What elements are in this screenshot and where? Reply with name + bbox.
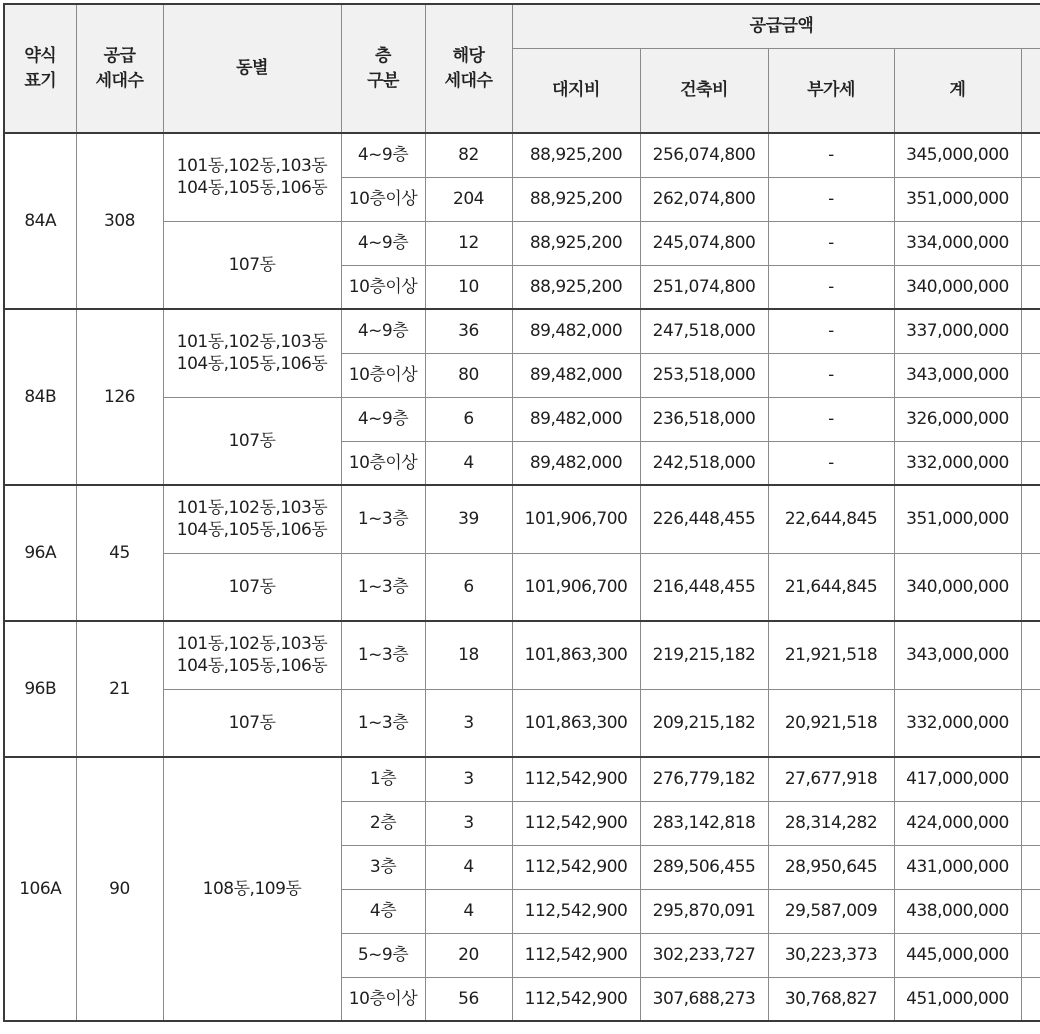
building-line: 101동,102동,103동 <box>176 332 328 353</box>
floor-cell: 10층이상 <box>341 441 425 485</box>
floor-cell: 4~9층 <box>341 133 425 177</box>
units-cell: 4 <box>425 845 512 889</box>
land-cost-cell: 88,925,200 <box>512 221 640 265</box>
table-row <box>4 309 1040 353</box>
building-cell <box>163 133 341 221</box>
land-cost-cell: 89,482,000 <box>512 441 640 485</box>
header-construction-cost: 건축비 <box>640 48 768 133</box>
land-cost-cell: 101,906,700 <box>512 553 640 621</box>
header-extra-column <box>1021 48 1040 133</box>
land-cost-cell: 112,542,900 <box>512 977 640 1021</box>
building-line: 104동,105동,106동 <box>176 354 328 375</box>
vat-cell: 27,677,918 <box>768 757 894 801</box>
building-cell <box>163 485 341 553</box>
vat-cell: - <box>768 353 894 397</box>
building-line: 101동,102동,103동 <box>176 634 328 655</box>
table-row <box>4 757 1040 801</box>
type-cell: 96A <box>4 485 76 621</box>
extra-cell <box>1021 845 1040 889</box>
type-cell: 96B <box>4 621 76 757</box>
vat-cell: - <box>768 397 894 441</box>
construction-cost-cell: 251,074,800 <box>640 265 768 309</box>
header-building: 동별 <box>163 4 341 133</box>
units-cell: 82 <box>425 133 512 177</box>
supply-price-table <box>3 3 1040 1022</box>
extra-cell <box>1021 689 1040 757</box>
units-cell: 80 <box>425 353 512 397</box>
extra-cell <box>1021 133 1040 177</box>
units-cell: 6 <box>425 553 512 621</box>
table-row <box>4 133 1040 177</box>
construction-cost-cell: 253,518,000 <box>640 353 768 397</box>
type-cell: 84A <box>4 133 76 309</box>
construction-cost-cell: 245,074,800 <box>640 221 768 265</box>
units-cell: 18 <box>425 621 512 689</box>
header-units: 해당 세대수 <box>425 4 512 133</box>
header-type: 약식 표기 <box>4 4 76 133</box>
total-cell: 343,000,000 <box>894 353 1021 397</box>
floor-cell: 4~9층 <box>341 221 425 265</box>
extra-cell <box>1021 441 1040 485</box>
floor-cell: 1층 <box>341 757 425 801</box>
vat-cell: 20,921,518 <box>768 689 894 757</box>
extra-cell <box>1021 933 1040 977</box>
supply-units-cell: 126 <box>76 309 163 485</box>
construction-cost-cell: 289,506,455 <box>640 845 768 889</box>
floor-cell: 10층이상 <box>341 265 425 309</box>
total-cell: 445,000,000 <box>894 933 1021 977</box>
building-line: 104동,105동,106동 <box>176 178 328 199</box>
floor-cell: 4층 <box>341 889 425 933</box>
table-row <box>4 485 1040 553</box>
supply-units-cell: 90 <box>76 757 163 1021</box>
land-cost-cell: 101,863,300 <box>512 689 640 757</box>
construction-cost-cell: 276,779,182 <box>640 757 768 801</box>
supply-units-cell: 21 <box>76 621 163 757</box>
extra-cell <box>1021 485 1040 553</box>
header-total: 계 <box>894 48 1021 133</box>
vat-cell: - <box>768 133 894 177</box>
extra-cell <box>1021 177 1040 221</box>
vat-cell: 21,921,518 <box>768 621 894 689</box>
units-cell: 204 <box>425 177 512 221</box>
floor-cell: 3층 <box>341 845 425 889</box>
units-cell: 39 <box>425 485 512 553</box>
construction-cost-cell: 219,215,182 <box>640 621 768 689</box>
land-cost-cell: 112,542,900 <box>512 933 640 977</box>
total-cell: 351,000,000 <box>894 485 1021 553</box>
total-cell: 340,000,000 <box>894 265 1021 309</box>
total-cell: 337,000,000 <box>894 309 1021 353</box>
floor-cell: 4~9층 <box>341 309 425 353</box>
type-cell: 106A <box>4 757 76 1021</box>
construction-cost-cell: 216,448,455 <box>640 553 768 621</box>
units-cell: 12 <box>425 221 512 265</box>
building-cell <box>163 689 341 757</box>
building-cell <box>163 221 341 309</box>
building-line: 104동,105동,106동 <box>176 656 328 677</box>
vat-cell: 22,644,845 <box>768 485 894 553</box>
vat-cell: 28,314,282 <box>768 801 894 845</box>
land-cost-cell: 88,925,200 <box>512 265 640 309</box>
building-cell <box>163 309 341 397</box>
land-cost-cell: 101,906,700 <box>512 485 640 553</box>
vat-cell: 21,644,845 <box>768 553 894 621</box>
total-cell: 332,000,000 <box>894 689 1021 757</box>
total-cell: 340,000,000 <box>894 553 1021 621</box>
building-line: 107동 <box>228 712 276 733</box>
total-cell: 345,000,000 <box>894 133 1021 177</box>
vat-cell: - <box>768 221 894 265</box>
building-line: 107동 <box>228 576 276 597</box>
extra-cell <box>1021 801 1040 845</box>
vat-cell: - <box>768 309 894 353</box>
floor-cell: 10층이상 <box>341 353 425 397</box>
floor-cell: 10층이상 <box>341 177 425 221</box>
total-cell: 332,000,000 <box>894 441 1021 485</box>
land-cost-cell: 101,863,300 <box>512 621 640 689</box>
total-cell: 424,000,000 <box>894 801 1021 845</box>
total-cell: 334,000,000 <box>894 221 1021 265</box>
vat-cell: - <box>768 265 894 309</box>
building-line: 107동 <box>228 254 276 275</box>
table-row <box>4 621 1040 689</box>
building-line: 104동,105동,106동 <box>176 520 328 541</box>
building-line: 101동,102동,103동 <box>176 156 328 177</box>
construction-cost-cell: 307,688,273 <box>640 977 768 1021</box>
land-cost-cell: 112,542,900 <box>512 889 640 933</box>
floor-cell: 5~9층 <box>341 933 425 977</box>
land-cost-cell: 89,482,000 <box>512 397 640 441</box>
extra-cell <box>1021 221 1040 265</box>
land-cost-cell: 89,482,000 <box>512 353 640 397</box>
header-supply-units: 공급 세대수 <box>76 4 163 133</box>
floor-cell: 10층이상 <box>341 977 425 1021</box>
building-line: 101동,102동,103동 <box>176 498 328 519</box>
floor-cell: 4~9층 <box>341 397 425 441</box>
vat-cell: 28,950,645 <box>768 845 894 889</box>
building-line: 107동 <box>228 430 276 451</box>
price-table-viewport <box>3 3 1040 1025</box>
building-cell <box>163 757 341 1021</box>
total-cell: 343,000,000 <box>894 621 1021 689</box>
vat-cell: 30,223,373 <box>768 933 894 977</box>
extra-cell <box>1021 265 1040 309</box>
units-cell: 6 <box>425 397 512 441</box>
units-cell: 4 <box>425 889 512 933</box>
construction-cost-cell: 283,142,818 <box>640 801 768 845</box>
land-cost-cell: 112,542,900 <box>512 757 640 801</box>
building-cell <box>163 397 341 485</box>
construction-cost-cell: 262,074,800 <box>640 177 768 221</box>
units-cell: 3 <box>425 689 512 757</box>
construction-cost-cell: 242,518,000 <box>640 441 768 485</box>
header-supply-price: 공급금액 <box>512 4 1040 48</box>
header-floor: 층 구분 <box>341 4 425 133</box>
total-cell: 351,000,000 <box>894 177 1021 221</box>
extra-cell <box>1021 757 1040 801</box>
type-cell: 84B <box>4 309 76 485</box>
extra-cell <box>1021 353 1040 397</box>
floor-cell: 1~3층 <box>341 621 425 689</box>
land-cost-cell: 88,925,200 <box>512 133 640 177</box>
total-cell: 438,000,000 <box>894 889 1021 933</box>
vat-cell: 30,768,827 <box>768 977 894 1021</box>
total-cell: 431,000,000 <box>894 845 1021 889</box>
land-cost-cell: 112,542,900 <box>512 845 640 889</box>
units-cell: 20 <box>425 933 512 977</box>
vat-cell: - <box>768 441 894 485</box>
construction-cost-cell: 247,518,000 <box>640 309 768 353</box>
building-line: 108동,109동 <box>202 878 302 899</box>
total-cell: 326,000,000 <box>894 397 1021 441</box>
extra-cell <box>1021 397 1040 441</box>
construction-cost-cell: 256,074,800 <box>640 133 768 177</box>
extra-cell <box>1021 889 1040 933</box>
units-cell: 56 <box>425 977 512 1021</box>
vat-cell: - <box>768 177 894 221</box>
construction-cost-cell: 209,215,182 <box>640 689 768 757</box>
floor-cell: 1~3층 <box>341 689 425 757</box>
land-cost-cell: 88,925,200 <box>512 177 640 221</box>
extra-cell <box>1021 977 1040 1021</box>
extra-cell <box>1021 553 1040 621</box>
floor-cell: 1~3층 <box>341 553 425 621</box>
floor-cell: 2층 <box>341 801 425 845</box>
building-cell <box>163 621 341 689</box>
units-cell: 10 <box>425 265 512 309</box>
price-table-body <box>4 133 1040 1021</box>
total-cell: 417,000,000 <box>894 757 1021 801</box>
units-cell: 36 <box>425 309 512 353</box>
units-cell: 3 <box>425 757 512 801</box>
supply-units-cell: 308 <box>76 133 163 309</box>
extra-cell <box>1021 309 1040 353</box>
land-cost-cell: 89,482,000 <box>512 309 640 353</box>
units-cell: 4 <box>425 441 512 485</box>
total-cell: 451,000,000 <box>894 977 1021 1021</box>
header-land-cost: 대지비 <box>512 48 640 133</box>
construction-cost-cell: 302,233,727 <box>640 933 768 977</box>
building-cell <box>163 553 341 621</box>
units-cell: 3 <box>425 801 512 845</box>
supply-units-cell: 45 <box>76 485 163 621</box>
construction-cost-cell: 295,870,091 <box>640 889 768 933</box>
construction-cost-cell: 236,518,000 <box>640 397 768 441</box>
extra-cell <box>1021 621 1040 689</box>
header-vat: 부가세 <box>768 48 894 133</box>
floor-cell: 1~3층 <box>341 485 425 553</box>
vat-cell: 29,587,009 <box>768 889 894 933</box>
land-cost-cell: 112,542,900 <box>512 801 640 845</box>
construction-cost-cell: 226,448,455 <box>640 485 768 553</box>
